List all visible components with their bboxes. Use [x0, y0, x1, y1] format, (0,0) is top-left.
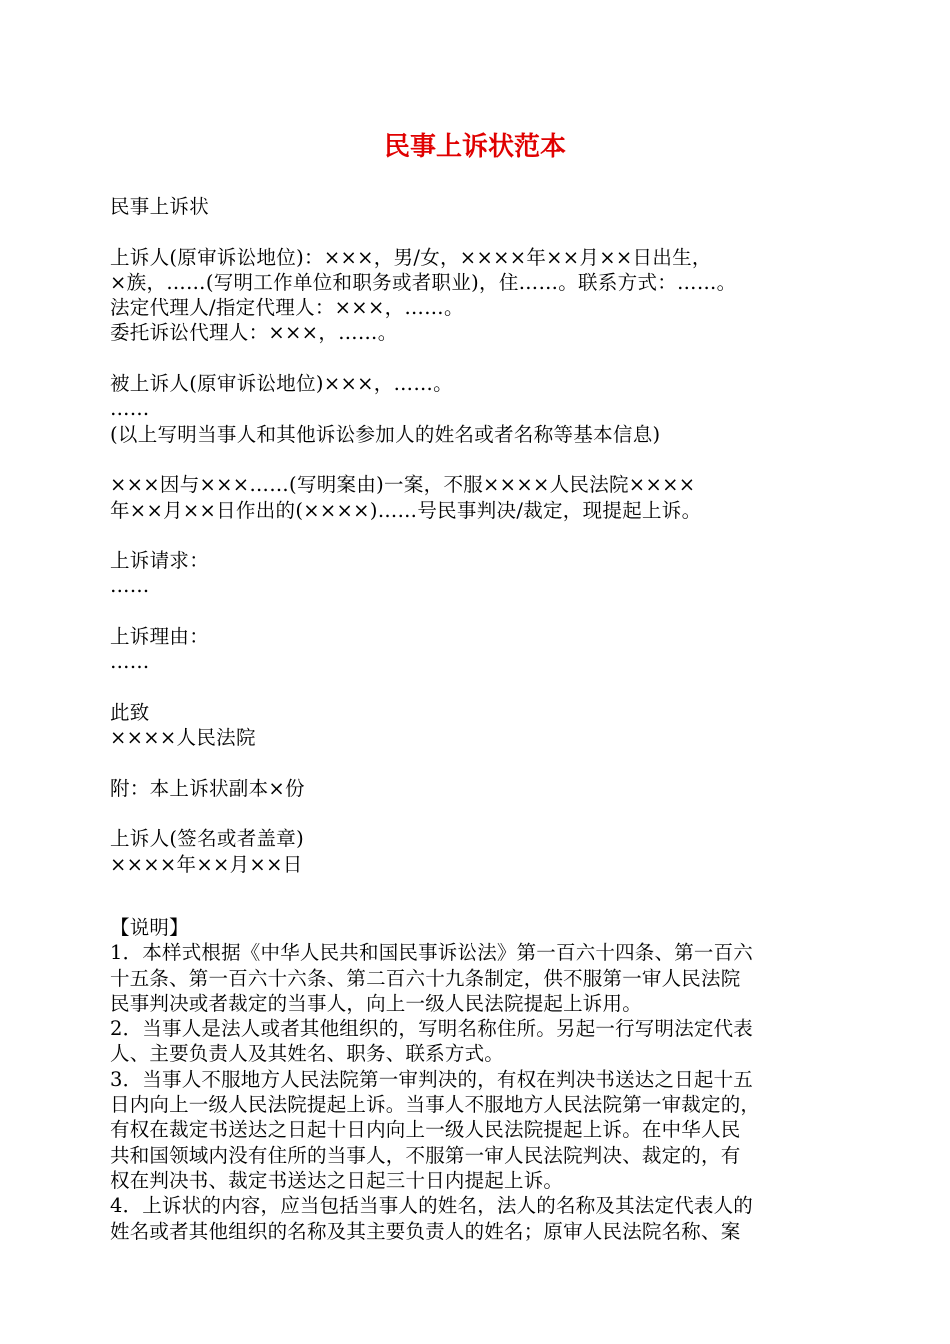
body-line: 年××月××日作出的(××××)……号民事判决/裁定，现提起上诉。: [110, 498, 702, 522]
notes-line: 3．当事人不服地方人民法院第一审判决的，有权在判决书送达之日起十五: [110, 1067, 754, 1091]
body-line: 上诉请求：: [110, 549, 210, 573]
blank-line: [110, 346, 846, 371]
blank-line: [110, 801, 846, 826]
notes-line: 共和国领域内没有住所的当事人，不服第一审人民法院判决、裁定的，有: [110, 1143, 741, 1167]
blank-line: [110, 675, 846, 700]
blank-line: [110, 447, 846, 472]
body-line: ……: [110, 650, 150, 674]
notes-line: 【说明】: [110, 916, 189, 939]
body-line: 被上诉人(原审诉讼地位)×××，……。: [110, 372, 453, 396]
body-line: ×××因与×××……(写明案由)一案，不服××××人民法院××××: [110, 473, 696, 497]
body-line: ××××年××月××日: [110, 852, 303, 876]
notes-line: 日内向上一级人民法院提起上诉。当事人不服地方人民法院第一审裁定的，: [110, 1093, 761, 1117]
body-line: ××××人民法院: [110, 726, 256, 750]
notes-line: 姓名或者其他组织的名称及其主要负责人的姓名；原审人民法院名称、案: [110, 1219, 741, 1243]
notes-line: 民事判决或者裁定的当事人，向上一级人民法院提起上诉用。: [110, 991, 642, 1015]
document-body: [110, 194, 846, 877]
body-line: ×族，……(写明工作单位和职务或者职业)，住……。联系方式：……。: [110, 270, 737, 294]
body-line: (以上写明当事人和其他诉讼参加人的姓名或者名称等基本信息): [110, 422, 661, 446]
notes-line: 十五条、第一百六十六条、第二百六十九条制定，供不服第一审人民法院: [110, 966, 741, 990]
notes-line: 2．当事人是法人或者其他组织的，写明名称住所。另起一行写明法定代表: [110, 1017, 754, 1041]
body-line: ……: [110, 397, 150, 421]
blank-line: [110, 599, 846, 624]
body-line: 民事上诉状: [110, 195, 210, 218]
body-line: 附：本上诉状副本×份: [110, 776, 305, 800]
body-line: ……: [110, 574, 150, 598]
blank-line: [110, 219, 846, 244]
notes-line: 人、主要负责人及其姓名、职务、联系方式。: [110, 1042, 505, 1066]
notes-line: 1．本样式根据《中华人民共和国民事诉讼法》第一百六十四条、第一百六: [110, 941, 754, 965]
body-line: 法定代理人/指定代理人：×××，……。: [110, 296, 464, 320]
body-line: 此致: [110, 700, 150, 724]
body-line: 上诉理由：: [110, 625, 210, 649]
notes-line: 有权在裁定书送达之日起十日内向上一级人民法院提起上诉。在中华人民: [110, 1118, 741, 1142]
body-line: 上诉人(签名或者盖章): [110, 827, 305, 851]
blank-line: [110, 751, 846, 776]
notes-line: 权在判决书、裁定书送达之日起三十日内提起上诉。: [110, 1168, 564, 1192]
blank-line: [110, 523, 846, 548]
document-title: 民事上诉状范本: [383, 132, 566, 162]
body-line: 委托诉讼代理人：×××，……。: [110, 321, 398, 345]
body-line: 上诉人(原审诉讼地位)：×××，男/女，××××年××月××日出生，: [110, 245, 712, 269]
document-notes: [110, 915, 850, 1244]
notes-line: 4．上诉状的内容，应当包括当事人的姓名，法人的名称及其法定代表人的: [110, 1194, 754, 1218]
